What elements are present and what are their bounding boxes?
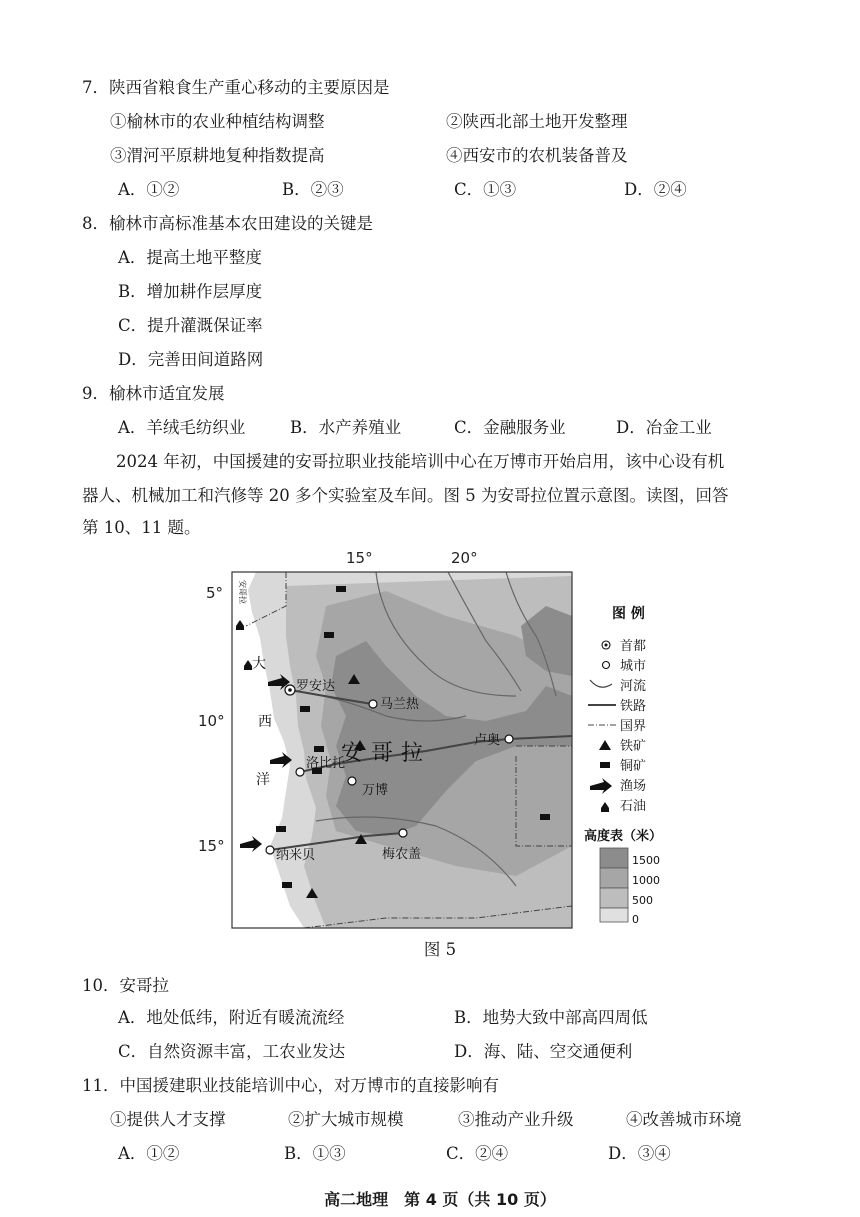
intro-line-1: 2024 年初，中国援建的安哥拉职业技能培训中心在万博市开始启用，该中心设有机: [116, 452, 725, 471]
q11-item-4: ④改善城市环境: [626, 1110, 742, 1129]
q7-option-c: C．①③: [454, 180, 517, 199]
legend-river-icon: [590, 680, 612, 687]
city-luanda: 罗安达: [296, 679, 336, 694]
legend-railway: 铁路: [620, 699, 647, 714]
q10-stem: 10．安哥拉: [82, 976, 169, 995]
legend-copper: 铜矿: [620, 759, 647, 774]
q10-option-d: D．海、陆、空交通便利: [454, 1042, 633, 1061]
copper-mine-icon: [540, 814, 550, 820]
copper-mine-icon: [336, 586, 346, 592]
page-footer: 高二地理 第 4 页（共 10 页）: [324, 1190, 556, 1209]
elevation-tick-1000: 1000: [632, 874, 660, 887]
angola-location-map: [186, 546, 676, 936]
q8-option-c: C．提升灌溉保证率: [118, 316, 263, 335]
elevation-tick-500: 500: [632, 894, 653, 907]
city-luau: 卢奥: [474, 733, 501, 748]
q8-stem: 8．榆林市高标准基本农田建设的关键是: [82, 214, 373, 233]
city-marker: [369, 700, 377, 708]
elevation-swatch-high: [600, 848, 628, 868]
legend-city: 城市: [620, 659, 647, 674]
figure-caption: 图 5: [423, 940, 457, 959]
q8-option-a: A．提高土地平整度: [118, 248, 262, 267]
q8-option-b: B．增加耕作层厚度: [118, 282, 263, 301]
legend-title: 图 例: [612, 606, 645, 622]
q9-option-c: C．金融服务业: [454, 418, 566, 437]
elevation-title: 高度表（米）: [584, 829, 663, 844]
elevation-swatch-low: [600, 908, 628, 922]
q11-option-c: C．②④: [446, 1144, 509, 1163]
legend-oil: 石油: [620, 799, 647, 814]
q7-item-1: ①榆林市的农业种植结构调整: [110, 112, 325, 131]
intro-line-3: 第 10、11 题。: [82, 518, 201, 537]
copper-mine-icon: [324, 632, 334, 638]
q7-item-4: ④西安市的农机装备普及: [446, 146, 628, 165]
copper-mine-icon: [282, 882, 292, 888]
legend-iron-icon: [599, 740, 611, 750]
q11-option-d: D．③④: [608, 1144, 671, 1163]
legend-copper-icon: [600, 762, 610, 768]
q7-option-a: A．①②: [118, 180, 180, 199]
legend-river: 河流: [620, 679, 647, 694]
lat-label-5: 5°: [206, 584, 224, 602]
legend-border: 国界: [620, 719, 647, 734]
q9-option-d: D．冶金工业: [616, 418, 712, 437]
legend-oil-icon: [601, 802, 609, 812]
q11-item-1: ①提供人才支撑: [110, 1110, 226, 1129]
city-huambo: 万博: [362, 783, 389, 798]
legend-capital: 首都: [620, 639, 647, 654]
city-menongue: 梅农盖: [382, 847, 422, 862]
q11-option-a: A．①②: [118, 1144, 180, 1163]
q9-option-a: A．羊绒毛纺织业: [118, 418, 246, 437]
elevation-swatch-mid2: [600, 868, 628, 888]
legend-city-icon: [603, 662, 610, 669]
copper-mine-icon: [300, 706, 310, 712]
city-marker: [505, 735, 513, 743]
city-marker: [296, 768, 304, 776]
ocean-label-2: 西: [258, 714, 272, 730]
q7-stem: 7．陕西省粮食生产重心移动的主要原因是: [82, 78, 390, 97]
capital-dot: [288, 688, 292, 692]
elevation-swatch-mid1: [600, 888, 628, 908]
q11-item-3: ③推动产业升级: [458, 1110, 574, 1129]
country-label: 安哥拉: [341, 741, 432, 766]
q9-stem: 9．榆林市适宜发展: [82, 384, 225, 403]
ocean-label-1: 大: [252, 656, 266, 672]
legend-iron: 铁矿: [620, 739, 647, 754]
q9-option-b: B．水产养殖业: [290, 418, 402, 437]
q11-item-2: ②扩大城市规模: [288, 1110, 404, 1129]
intro-line-2: 器人、机械加工和汽修等 20 多个实验室及车间。图 5 为安哥拉位置示意图。读图，回答: [82, 486, 729, 505]
q7-item-2: ②陕西北部土地开发整理: [446, 112, 628, 131]
copper-mine-icon: [276, 826, 286, 832]
q7-option-b: B．②③: [282, 180, 344, 199]
city-namibe: 纳米贝: [276, 848, 316, 863]
legend-fishery: 渔场: [620, 779, 647, 794]
q10-option-a: A．地处低纬，附近有暖流流经: [118, 1008, 345, 1027]
elevation-tick-1500: 1500: [632, 854, 660, 867]
q8-option-d: D．完善田间道路网: [118, 350, 264, 369]
q7-option-d: D．②④: [624, 180, 687, 199]
lat-label-10: 10°: [198, 712, 225, 730]
legend-fishery-icon: [590, 778, 612, 794]
enclave-label: 安哥拉: [238, 580, 247, 604]
q10-option-c: C．自然资源丰富，工农业发达: [118, 1042, 346, 1061]
ocean-label-3: 洋: [256, 772, 270, 788]
city-marker: [348, 777, 356, 785]
city-lobito: 洛比托: [306, 756, 346, 771]
elevation-tick-0: 0: [632, 913, 639, 926]
q11-stem: 11．中国援建职业技能培训中心，对万博市的直接影响有: [82, 1076, 499, 1095]
q11-option-b: B．①③: [284, 1144, 346, 1163]
copper-mine-icon: [314, 746, 324, 752]
q7-item-3: ③渭河平原耕地复种指数提高: [110, 146, 325, 165]
lon-label-15: 15°: [346, 549, 373, 567]
q10-option-b: B．地势大致中部高四周低: [454, 1008, 648, 1027]
city-malanje: 马兰热: [380, 697, 420, 712]
lon-label-20: 20°: [451, 549, 478, 567]
city-marker: [399, 829, 407, 837]
city-marker: [266, 846, 274, 854]
lat-label-15: 15°: [198, 837, 225, 855]
